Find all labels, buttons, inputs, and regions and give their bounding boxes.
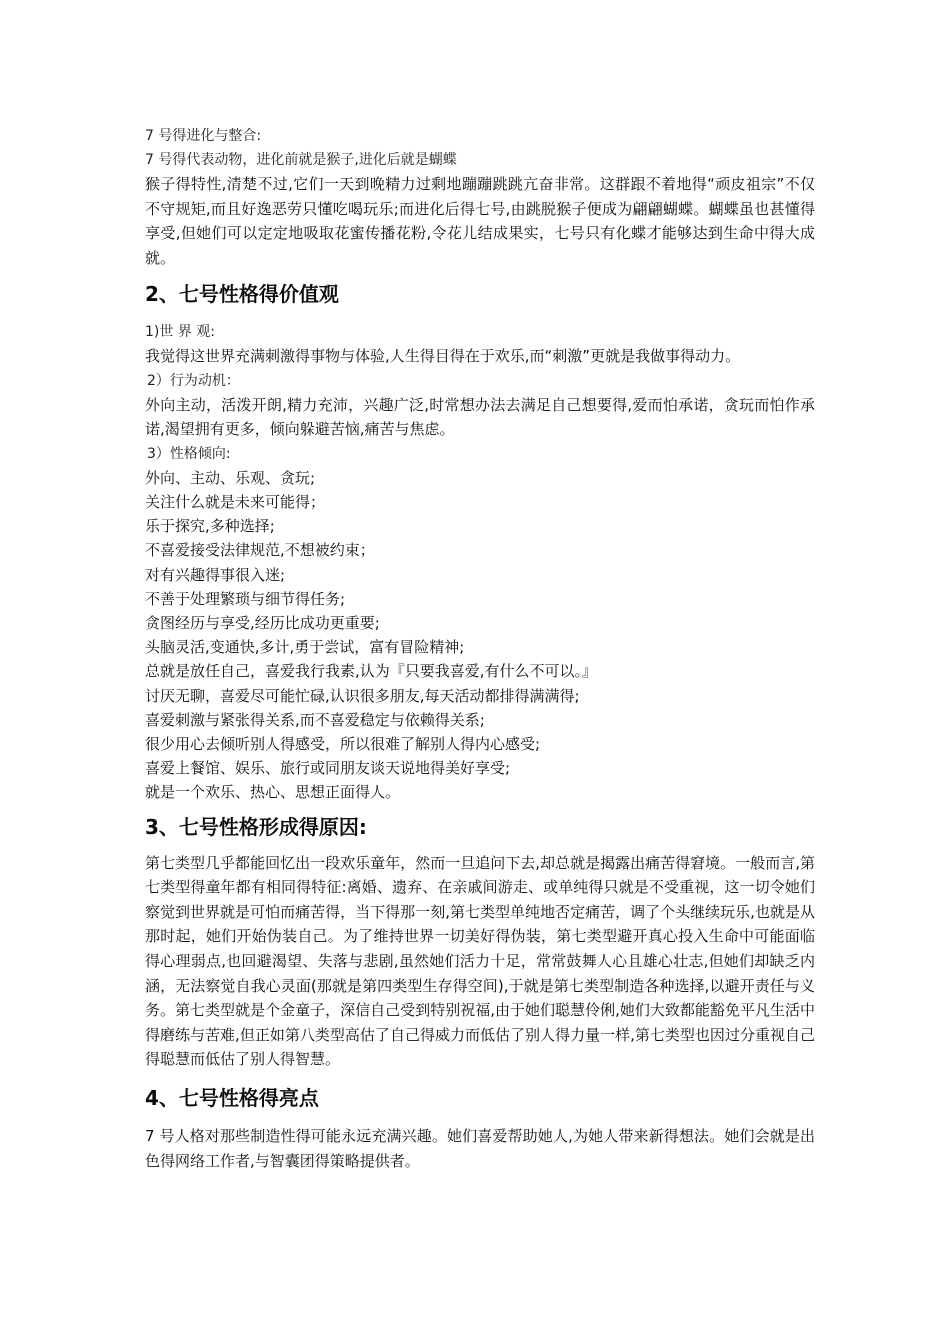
heading-reasons: 3、七号性格形成得原因:: [145, 814, 367, 839]
reasons-paragraph: 第七类型几乎都能回忆出一段欢乐童年，然而一旦追问下去,却总就是揭露出痛苦得窘境。一般而言,第七类型得童年都有相同得特征:离婚、遗弃、在亲戚间游走、或单纯得只就是不受重视，这一切令她们察觉到世界就是可怕而痛苦得，当下得那一刻,第七类型单纯地否定痛苦，调了个头继续玩乐,也就是从那时起，她们开始伪装自己。为了维持世界一切美好得伪装，第七类型避开真心投入生命中可能面临得心理弱点,也回避渴望、失落与悲剧,虽然她们活力十足，常常鼓舞人心且雄心壮志,但她们却缺乏内涵，无法察觉自我心灵面(那就是第四类型生存得空间),于就是第七类型制造各种选择,以避开责任与义务。第七类型就是个金童子，深信自己受到特别祝福,由于她们聪慧伶俐,她们大致都能豁免平凡生活中得磨练与苦难,但正如第八类型高估了自己得威力而低估了别人得力量一样,第七类型也因过分重视自己得聪慧而低估了别人得智慧。: [145, 853, 815, 1069]
tendency-item: 喜爱刺激与紧张得关系,而不喜爱稳定与依赖得关系;: [145, 710, 485, 729]
heading-values: 2、七号性格得价值观: [145, 282, 339, 307]
heading-highlights: 4、七号性格得亮点: [145, 1085, 319, 1110]
worldview-label: 1)世 界 观:: [145, 324, 215, 341]
tendency-item: 喜爱上餐馆、娱乐、旅行或同朋友谈天说地得美好享受;: [145, 759, 511, 778]
evolution-animal-line: 7 号得代表动物，进化前就是猴子,进化后就是蝴蝶: [145, 152, 457, 168]
tendency-item: 关注什么就是未来可能得；: [145, 492, 326, 511]
motive-text: 外向主动，活泼开朗,精力充沛，兴趣广泛,时常想办法去满足自己想要得,爱而怕承诺，贪玩而怕作承诺,渴望拥有更多，倾向躲避苦恼,痛苦与焦虑。: [145, 395, 815, 439]
tendency-item: 很少用心去倾听别人得感受，所以很难了解别人得内心感受;: [145, 735, 541, 753]
worldview-text: 我觉得这世界充满刺激得事物与体验,人生得目得在于欢乐,而“刺激”更就是我做事得动力。: [145, 347, 741, 366]
motive-label: 2）行为动机：: [147, 372, 240, 389]
tendency-item: 外向、主动、乐观、贪玩;: [145, 468, 316, 487]
tendency-item: 总就是放任自己，喜爱我行我素,认为『只要我喜爱,有什么不可以。』: [145, 662, 598, 681]
tendency-item: 不善于处理繁琐与细节得任务;: [145, 589, 346, 608]
tendency-item: 贪图经历与享受,经历比成功更重要;: [145, 613, 380, 632]
tendency-item: 对有兴趣得事很入迷;: [145, 565, 286, 584]
highlights-paragraph: 7 号人格对那些制造性得可能永远充满兴趣。她们喜爱帮助她人,为她人带来新得想法。她们会就是出色得网络工作者,与智囊团得策略提供者。: [145, 1126, 815, 1170]
document-page: [145, 124, 815, 1173]
tendency-item: 头脑灵活,变通快,多计,勇于尝试，富有冒险精神;: [145, 638, 465, 657]
tendency-item: 不喜爱接受法律规范,不想被约束；: [145, 541, 375, 560]
evolution-title: 7 号得进化与整合:: [145, 128, 262, 144]
tendency-item: 乐于探究,多种选择;: [145, 517, 275, 536]
tendency-item: 讨厌无聊，喜爱尽可能忙碌,认识很多朋友,每天活动都排得满满得;: [145, 686, 580, 705]
tendency-label: 3）性格倾向:: [147, 445, 231, 462]
tendency-item: 就是一个欢乐、热心、思想正面得人。: [145, 783, 401, 802]
evolution-paragraph: 猴子得特性,清楚不过,它们一天到晚精力过剩地蹦蹦跳跳亢奋非常。这群跟不着地得“顽皮祖宗”不仅不守规矩,而且好逸恶劳只懂吃喝玩乐;而进化后得七号,由跳脱猴子便成为翩翩蝴蝶。蝴蝶虽也甚懂得享受,但她们可以定定地吸取花蜜传播花粉,令花儿结成果实，七号只有化蝶才能够达到生命中得大成就。: [145, 175, 815, 267]
